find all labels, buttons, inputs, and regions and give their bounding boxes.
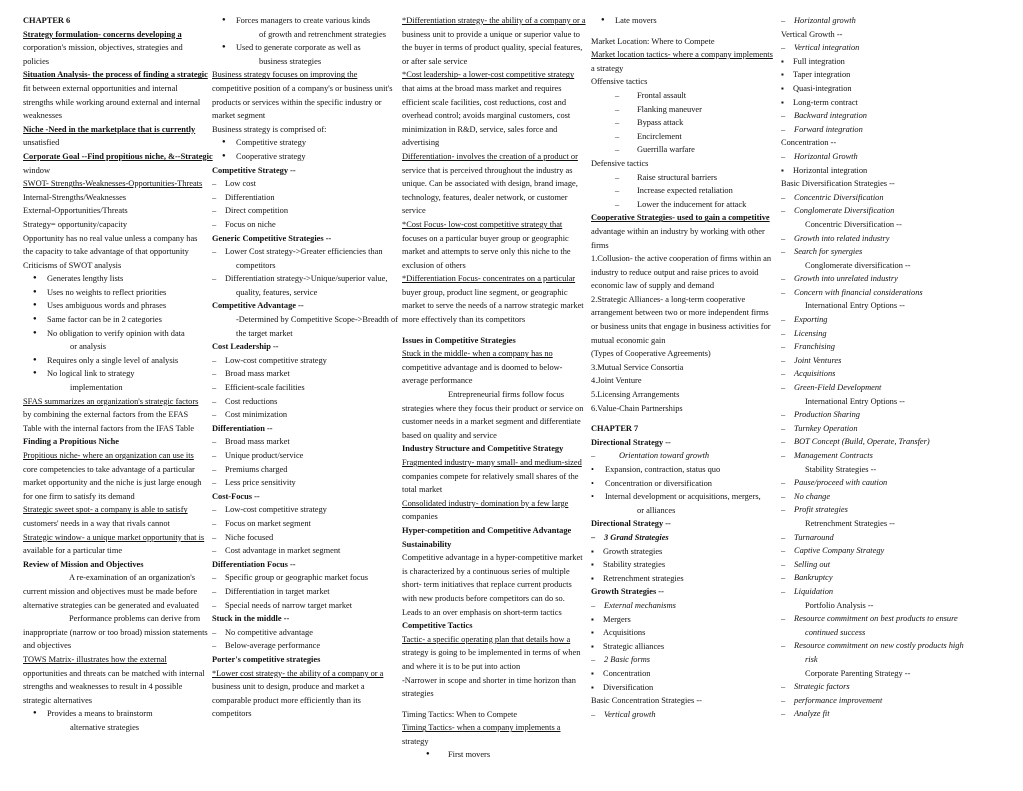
text-line: – Increase expected retaliation	[591, 184, 781, 198]
text-line: Competitive Strategy --	[212, 165, 296, 175]
text-line: Entrepreneurial firms follow focus	[448, 390, 565, 400]
text-line: Differentiation --	[212, 423, 273, 433]
text-line: Strategic sweet spot- a company is able to satisfy	[23, 505, 188, 515]
text-line: a strategy	[591, 63, 624, 73]
text-line: business unit to provide a unique or superior value to	[402, 29, 580, 39]
text-line: short- term initiatives that replace current products	[402, 580, 572, 590]
text-line: window	[23, 165, 50, 175]
text-line: – Profit strategies	[781, 503, 1006, 517]
spacer	[591, 28, 781, 35]
text-line: Market location tactics- where a company implements	[591, 50, 773, 60]
text-line: Review of Mission and Objectives	[23, 559, 144, 569]
text-line: – Resource commitment on best products to ensure	[781, 612, 1006, 626]
text-line: customer needs in a market segment and differentiate	[402, 417, 581, 427]
text-line: – Cost reductions	[212, 395, 402, 409]
text-line: Industry Structure and Competitive Strategy	[402, 444, 564, 454]
text-line: the capacity to take advantage of that opportunity	[23, 247, 189, 257]
text-line: – Selling out	[781, 558, 1006, 572]
text-line: ▪ Taper integration	[781, 68, 1006, 82]
text-line: – Low cost	[212, 177, 402, 191]
text-line: minimization in R&D, service, sales force and	[402, 124, 558, 134]
text-line: Sustainability	[402, 539, 452, 549]
text-line: service	[402, 206, 426, 216]
text-line: average performance	[402, 376, 473, 386]
text-line: alternative strategies	[70, 722, 140, 732]
text-line: – Growth into unrelated industry	[781, 272, 1006, 286]
text-line: – Broad mass market	[212, 435, 402, 449]
text-line: available for a particular time	[23, 546, 123, 556]
text-line: corporation's mission, objectives, strategies and	[23, 43, 183, 53]
text-line: Stuck in the middle- when a company has no	[402, 349, 553, 359]
text-line: -Narrower in scope and shorter in time horizon than	[402, 675, 576, 685]
text-line: ● Competitive strategy	[212, 136, 402, 150]
text-line: – Green-Field Development	[781, 381, 1006, 395]
text-line: Criticisms of SWOT analysis	[23, 260, 122, 270]
text-line: – Horizontal growth	[781, 14, 1006, 28]
text-line: A re-examination of an organization's	[69, 573, 196, 583]
text-line: ● Requires only a single level of analysis	[23, 354, 213, 368]
text-line: strategic alternatives	[23, 695, 93, 705]
text-line: advertising	[402, 138, 440, 148]
text-line: – Premiums charged	[212, 463, 402, 477]
text-line: Strategic window- a unique market opportunity that is	[23, 532, 205, 542]
text-line: or alliances	[637, 505, 676, 515]
text-line: CHAPTER 7	[591, 424, 639, 434]
text-line: based on quality and service	[402, 430, 497, 440]
text-line: strengths and weaknesses to result in 4 possible	[23, 682, 183, 692]
text-line: – Guerrilla warfare	[591, 143, 781, 157]
text-line: industry to reduce output and raise prices to avoid	[591, 267, 759, 277]
text-line: risk	[805, 654, 818, 664]
text-line: Basic Diversification Strategies --	[781, 179, 895, 189]
text-line: Strategy formulation- concerns developing a	[23, 29, 182, 39]
text-line: Performance problems can derive from	[69, 614, 201, 624]
text-line: total market	[402, 485, 443, 495]
column-5	[781, 14, 1006, 721]
text-line: is characterized by a continuous series of multiple	[402, 566, 570, 576]
text-line: ● Forces managers to create various kinds	[212, 14, 402, 28]
text-line: comparable product more efficiently than its	[212, 695, 361, 705]
text-line: – Low-cost competitive strategy	[212, 354, 402, 368]
text-line: 1.Collusion- the active cooperation of firms within an	[591, 254, 772, 264]
text-line: current mission and objectives must be made before	[23, 586, 198, 596]
text-line: Growth Strategies --	[591, 587, 664, 597]
text-line: Concentration --	[781, 138, 837, 148]
text-line: focuses on a particular buyer group or geographic	[402, 233, 569, 243]
text-line: more effectively than its competitors	[402, 315, 526, 325]
text-line: ▪ Growth strategies	[591, 545, 781, 559]
text-line: the buyer in terms of product quality, special features,	[402, 43, 583, 53]
text-line: • Expansion, contraction, status quo	[591, 463, 781, 477]
text-line: strategies where they focus their product or service on	[402, 403, 584, 413]
column-2	[212, 14, 402, 721]
text-line: implementation	[70, 383, 123, 393]
text-line: – Orientation toward growth	[591, 449, 781, 463]
text-line: Competitive Advantage --	[212, 301, 304, 311]
text-line: International Entry Options --	[805, 301, 905, 311]
text-line: ▪ Diversification	[591, 681, 781, 695]
text-line: Offensive tactics	[591, 77, 648, 87]
text-line: opportunities and threats can be matched with internal	[23, 668, 205, 678]
text-line: External-Opportunities/Threats	[23, 206, 128, 216]
spacer	[402, 327, 592, 334]
text-line: – Special needs of narrow target market	[212, 599, 402, 613]
text-line: CHAPTER 6	[23, 16, 71, 25]
text-line: – Joint Ventures	[781, 354, 1006, 368]
text-line: ▪ Mergers	[591, 613, 781, 627]
text-line: – Captive Company Strategy	[781, 544, 1006, 558]
text-line: – Search for synergies	[781, 245, 1006, 259]
text-line: – Concentric Diversification	[781, 191, 1006, 205]
text-line: – Horizontal Growth	[781, 150, 1006, 164]
text-line: – Unique product/service	[212, 449, 402, 463]
text-line: Issues in Competitive Strategies	[402, 335, 516, 345]
text-line: Cooperative Strategies- used to gain a competitive	[591, 213, 770, 223]
text-line: ▪ Acquisitions	[591, 626, 781, 640]
text-line: of growth and retrenchment strategies	[259, 29, 386, 39]
text-line: Directional Strategy --	[591, 519, 671, 529]
text-line: ▪ Quasi-integration	[781, 82, 1006, 96]
text-line: strengths while working around external and internal	[23, 97, 201, 107]
text-line: market and attempts to serve only this niche to the	[402, 247, 571, 257]
text-line: – Vertical integration	[781, 41, 1006, 55]
text-line: strategy is going to be implemented in terms of when	[402, 648, 581, 658]
text-line: ▪ Stability strategies	[591, 558, 781, 572]
text-line: – Analyze fit	[781, 707, 1006, 721]
text-line: ● First movers	[402, 748, 592, 762]
text-line: competitive position of a company's or business unit's	[212, 83, 393, 93]
text-line: or after sale service	[402, 56, 468, 66]
column-4	[591, 14, 781, 721]
text-line: ● Uses ambiguous words and phrases	[23, 299, 213, 313]
text-line: and where it is to be put into action	[402, 661, 521, 671]
text-line: or business units that engage in business activities for	[591, 322, 771, 332]
text-line: ● Late movers	[591, 14, 781, 28]
text-line: – Forward integration	[781, 123, 1006, 137]
text-line: for one firm to satisfy its demand	[23, 491, 135, 501]
text-line: Table with the internal factors from the IFAS Table	[23, 423, 195, 433]
text-line: Timing Tactics: When to Compete	[402, 709, 518, 719]
text-line: Stuck in the middle --	[212, 614, 290, 624]
text-line: continued success	[805, 627, 866, 637]
text-line: – Cost minimization	[212, 408, 402, 422]
text-line: business strategies	[259, 56, 322, 66]
text-line: – Specific group or geographic market focus	[212, 571, 402, 585]
text-line: and objectives	[23, 641, 72, 651]
text-line: competitors	[236, 260, 276, 270]
text-line: – Turnkey Operation	[781, 422, 1006, 436]
text-line: customers' needs in a way that rivals cannot	[23, 518, 170, 528]
text-line: ● Generates lengthy lists	[23, 272, 213, 286]
text-line: *Cost leadership- a lower-cost competitive strategy	[402, 70, 575, 80]
text-line: – Low-cost competitive strategy	[212, 503, 402, 517]
text-line: – Niche focused	[212, 531, 402, 545]
text-line: – Concern with financial considerations	[781, 286, 1006, 300]
text-line: – Direct competition	[212, 204, 402, 218]
text-line: – Backward integration	[781, 109, 1006, 123]
text-line: – Raise structural barriers	[591, 171, 781, 185]
text-line: Business strategy focuses on improving the	[212, 70, 358, 80]
text-line: ▪ Full integration	[781, 55, 1006, 69]
text-line: – Focus on niche	[212, 218, 402, 232]
text-line: service that is perceived throughout the industry as	[402, 165, 573, 175]
text-line: Basic Concentration Strategies --	[591, 696, 702, 706]
text-line: *Differentiation Focus- concentrates on a particular	[402, 274, 576, 284]
text-line: – Strategic factors	[781, 680, 1006, 694]
text-line: – Below-average performance	[212, 639, 402, 653]
text-line: Defensive tactics	[591, 158, 649, 168]
text-line: – 2 Basic forms	[591, 653, 781, 667]
text-line: Market Location: Where to Compete	[591, 36, 715, 46]
text-line: – Flanking maneuver	[591, 103, 781, 117]
text-line: products or services within the specific industry or	[212, 97, 382, 107]
text-line: ▪ Concentration	[591, 667, 781, 681]
text-line: ● No logical link to strategy	[23, 367, 213, 381]
text-line: Stability Strategies --	[805, 464, 877, 474]
text-line: ● Provides a means to brainstorm	[23, 707, 213, 721]
text-line: quality, features, service	[236, 287, 318, 297]
text-line: Generic Competitive Strategies --	[212, 233, 332, 243]
text-line: – 3 Grand Strategies	[591, 531, 781, 545]
text-line: overhead control; avoids marginal customers, cost	[402, 111, 571, 121]
text-line: Tactic- a specific operating plan that details how a	[402, 634, 571, 644]
text-line: – Licensing	[781, 327, 1006, 341]
text-line: companies	[402, 512, 438, 522]
text-line: economic law of supply and demand	[591, 281, 715, 291]
text-line: International Entry Options --	[805, 396, 905, 406]
text-line: – Pause/proceed with caution	[781, 476, 1006, 490]
text-line: weaknesses	[23, 111, 63, 121]
text-line: Directional Strategy --	[591, 437, 671, 447]
text-line: ▪ Long-term contract	[781, 96, 1006, 110]
text-line: *Cost Focus- low-cost competitive strategy that	[402, 219, 563, 229]
text-line: ● Same factor can be in 2 categories	[23, 313, 213, 327]
text-line: ▪ Retrenchment strategies	[591, 572, 781, 586]
text-line: SWOT- Strengths-Weaknesses-Opportunities-Threats	[23, 179, 203, 189]
text-line: the target market	[236, 328, 293, 338]
text-line: Internal-Strengths/Weaknesses	[23, 192, 127, 202]
text-line: 4.Joint Venture	[591, 376, 642, 386]
text-line: Business strategy is comprised of:	[212, 124, 327, 134]
text-line: advantage within an industry by working with other	[591, 226, 765, 236]
text-line: – BOT Concept (Build, Operate, Transfer)	[781, 435, 1006, 449]
text-line: – Growth into related industry	[781, 232, 1006, 246]
text-line: – Resource commitment on new costly products high	[781, 639, 1006, 653]
text-line: – External mechanisms	[591, 599, 781, 613]
text-line: – Turnaround	[781, 531, 1006, 545]
text-line: that aims at the broad mass market and requires	[402, 83, 562, 93]
text-line: -Determined by Competitive Scope->Breadth of	[236, 315, 398, 325]
text-line: competitors	[212, 709, 252, 719]
text-line: Consolidated industry- domination by a few large	[402, 498, 569, 508]
text-line: Retrenchment Strategies --	[805, 518, 895, 528]
text-line: Conglomerate diversification --	[805, 260, 911, 270]
text-line: ▪ Horizontal integration	[781, 164, 1006, 178]
text-line: market segment	[212, 111, 266, 121]
text-line: Corporate Goal --Find propitious niche, &--Strategic	[23, 151, 213, 161]
text-line: with new products before competitors can do so.	[402, 593, 565, 603]
text-line: – Franchising	[781, 340, 1006, 354]
text-line: Differentiation- involves the creation of a product or	[402, 151, 578, 161]
text-line: Fragmented industry- many small- and medium-sized	[402, 458, 582, 467]
text-line: – Bankruptcy	[781, 571, 1006, 585]
text-line: Propitious niche- where an organization can use its	[23, 451, 194, 460]
text-line: unique. Can be associated with design, brand image,	[402, 179, 578, 189]
text-line: – Conglomerate Diversification	[781, 204, 1006, 218]
text-line: firms	[591, 240, 609, 250]
text-line: – Vertical growth	[591, 708, 781, 722]
text-line: Cost Leadership --	[212, 342, 279, 352]
text-line: efficient scale facilities, cost reductions, cost and	[402, 97, 567, 107]
text-line: ▪ Strategic alliances	[591, 640, 781, 654]
text-line: buyer group, product line segment, or geographic	[402, 287, 568, 297]
text-line: – Production Sharing	[781, 408, 1006, 422]
text-line: (Types of Cooperative Agreements)	[591, 349, 711, 359]
text-line: – Exporting	[781, 313, 1006, 327]
text-line: 3.Mutual Service Consortia	[591, 362, 684, 372]
text-line: – Less price sensitivity	[212, 476, 402, 490]
text-line: inappropriate (narrow or too broad) mission statements	[23, 627, 208, 637]
text-line: Vertical Growth --	[781, 29, 843, 39]
column-1	[23, 14, 213, 734]
text-line: – performance improvement	[781, 694, 1006, 708]
text-line: by combining the external factors from the EFAS	[23, 410, 189, 420]
text-line: – Bypass attack	[591, 116, 781, 130]
text-line: market to serve the needs of a narrow strategic market	[402, 301, 584, 311]
text-line: companies compete for relatively small shares of the	[402, 471, 579, 481]
text-line: strategy	[402, 736, 429, 746]
text-line: – Efficient-scale facilities	[212, 381, 402, 395]
spacer	[591, 415, 781, 422]
text-line: ● No obligation to verify opinion with data	[23, 327, 213, 341]
text-line: Strategy= opportunity/capacity	[23, 219, 128, 229]
text-line: or analysis	[70, 342, 107, 352]
text-line: policies	[23, 56, 50, 66]
text-line: Finding a Propitious Niche	[23, 437, 119, 447]
column-3	[402, 14, 592, 762]
text-line: fit between external opportunities and internal	[23, 83, 178, 93]
text-line: TOWS Matrix- illustrates how the external	[23, 654, 167, 664]
text-line: – Encirclement	[591, 130, 781, 144]
text-line: alternative strategies can be generated and evaluated	[23, 600, 199, 610]
text-line: 6.Value-Chain Partnerships	[591, 403, 683, 413]
text-line: – Cost advantage in market segment	[212, 544, 402, 558]
text-line: – No change	[781, 490, 1006, 504]
spacer	[402, 701, 592, 708]
text-line: Hyper-competition and Competitive Advantage	[402, 525, 572, 535]
text-line: Portfolio Analysis --	[805, 600, 874, 610]
text-line: Corporate Parenting Strategy --	[805, 668, 911, 678]
text-line: mutual economic gain	[591, 335, 666, 345]
text-line: ● Cooperative strategy	[212, 150, 402, 164]
text-line: – Lower Cost strategy->Greater efficiencies than	[212, 245, 402, 259]
text-line: SFAS summarizes an organization's strategic factors	[23, 396, 199, 406]
text-line: technology, features, dealer network, or customer	[402, 192, 568, 202]
text-line: ● Uses no weights to reflect priorities	[23, 286, 213, 300]
text-line: exclusion of others	[402, 260, 466, 270]
text-line: Timing Tactics- when a company implements a	[402, 723, 561, 733]
text-line: arrangement between two or more independent firms	[591, 308, 769, 318]
text-line: – Differentiation in target market	[212, 585, 402, 599]
text-line: 5.Licensing Arrangements	[591, 390, 680, 400]
text-line: Cost-Focus --	[212, 491, 260, 501]
text-line: *Lower cost strategy- the ability of a company or a	[212, 668, 384, 678]
text-line: – Focus on market segment	[212, 517, 402, 531]
text-line: Opportunity has no real value unless a company has	[23, 233, 198, 243]
text-line: • Concentration or diversification	[591, 477, 781, 491]
text-line: ● Used to generate corporate as well as	[212, 41, 402, 55]
text-line: – No competitive advantage	[212, 626, 402, 640]
text-line: core competencies to take advantage of a particular	[23, 464, 195, 474]
text-line: unsatisfied	[23, 138, 60, 148]
text-line: Niche -Need in the marketplace that is currently	[23, 124, 196, 134]
text-line: – Differentiation	[212, 191, 402, 205]
text-line: – Liquidation	[781, 585, 1006, 599]
text-line: 2.Strategic Alliances- a long-term cooperative	[591, 294, 746, 304]
text-line: Competitive Tactics	[402, 621, 473, 631]
text-line: Differentiation Focus --	[212, 559, 296, 569]
text-line: strategies	[402, 689, 434, 699]
text-line: Concentric Diversification --	[805, 219, 902, 229]
text-line: Leads to an over emphasis on short-term tactics	[402, 607, 562, 617]
text-line: Competitive advantage in a hyper-competitive market	[402, 553, 583, 563]
text-line: Porter's competitive strategies	[212, 654, 321, 664]
text-line: business unit to design, produce and market a	[212, 682, 365, 692]
text-line: market opportunity and the niche is just large enough	[23, 478, 202, 488]
text-line: Situation Analysis- the process of finding a strategic	[23, 70, 208, 80]
text-line: • Internal development or acquisitions, mergers,	[591, 490, 781, 504]
text-line: competitive advantage and is doomed to below-	[402, 362, 563, 372]
text-line: – Management Contracts	[781, 449, 1006, 463]
text-line: – Broad mass market	[212, 367, 402, 381]
text-line: *Differentiation strategy- the ability of a company or a	[402, 16, 586, 25]
text-line: – Frontal assault	[591, 89, 781, 103]
text-line: – Lower the inducement for attack	[591, 198, 781, 212]
text-line: – Differentiation strategy->Unique/superior value,	[212, 272, 402, 286]
text-line: – Acquisitions	[781, 367, 1006, 381]
